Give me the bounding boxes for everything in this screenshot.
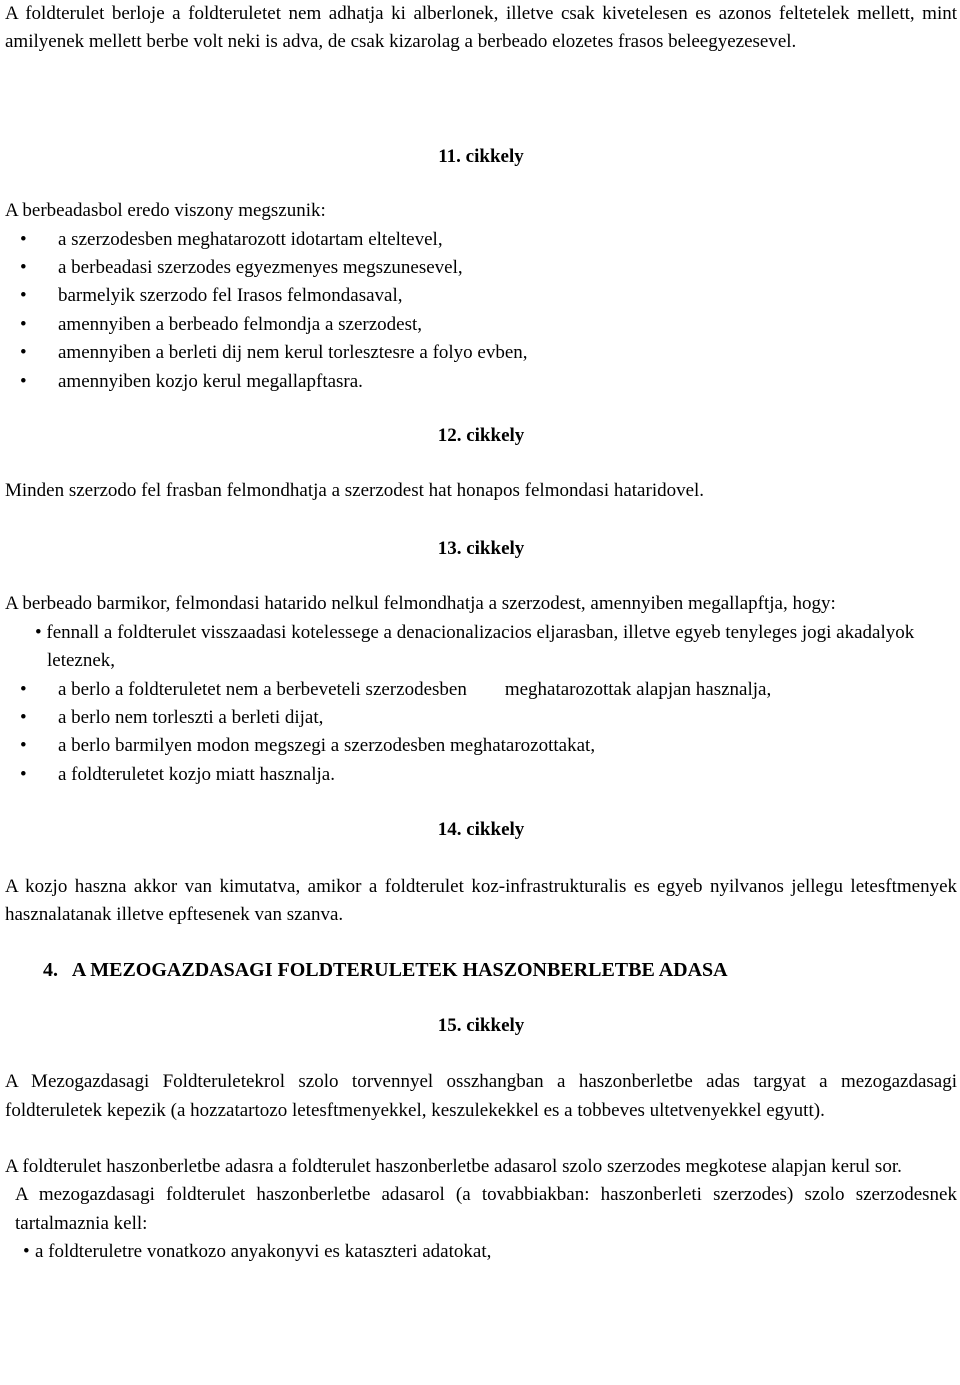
article-12-heading: 12. cikkely <box>437 425 525 447</box>
list-item: • a foldteruletet kozjo miatt hasznalja. <box>5 761 957 789</box>
article-11-list <box>5 226 957 396</box>
bullet-icon: • <box>20 257 27 279</box>
list-item: • amennyiben a berbeado felmondja a szerzodest, <box>5 311 957 339</box>
article-14-text: A kozjo haszna akkor van kimutatva, amikor a foldterulet koz-infrastrukturalis es egyeb nyilvanos jellegu letesftmenyek hasznalatanak illetve epftesenek van szanva. <box>5 875 957 925</box>
list-item: • a berlo barmilyen modon megszegi a szerzodesben meghatarozottakat, <box>5 732 957 760</box>
list-item: • a berbeadasi szerzodes egyezmenyes megszunesevel, <box>5 254 957 282</box>
list-item: • amennyiben a berleti dij nem kerul torlesztesre a folyo evben, <box>5 339 957 367</box>
article-15-paragraph-2: A foldterulet haszonberletbe adasra a foldterulet haszonberletbe adasarol szolo szerzodes megkotese alapjan kerul sor. <box>5 1155 902 1177</box>
bullet-icon: • <box>20 735 27 757</box>
article-15-paragraph-1: A Mezogazdasagi Foldteruletekrol szolo torvennyel osszhangban a haszonberletbe adas targyat a mezogazdasagi foldteruletek kepezik (a hozzatartozo letesftmenyekkel, keszulekekkel es a tobbeves ultetvenyekkel egyutt). <box>5 1071 957 1121</box>
bullet-icon: • <box>20 285 27 307</box>
article-13-lead: A berbeado barmikor, felmondasi hatarido nelkul felmondhatja a szerzodest, amennyiben megallapftja, hogy: <box>5 593 836 615</box>
article-12-text: Minden szerzodo fel frasban felmondhatja a szerzodest hat honapos felmondasi hataridovel. <box>5 480 705 502</box>
section-4-title: 4. A MEZOGAZDASAGI FOLDTERULETEK HASZONBERLETBE ADASA <box>43 959 728 982</box>
bullet-icon: • <box>23 1241 30 1263</box>
list-item: • barmelyik szerzodo fel Irasos felmondasaval, <box>5 282 957 310</box>
article-15-list <box>5 1238 957 1266</box>
list-item: • a berlo nem torleszti a berleti dijat, <box>5 704 957 732</box>
article-15-paragraph-3: A mezogazdasagi foldterulet haszonberletbe adasarol (a tovabbiakban: haszonberleti szerzodes) szolo szerzodesnek tartalmaznia kell: <box>15 1184 957 1234</box>
document-page <box>5 0 957 1267</box>
bullet-icon: • <box>20 706 27 728</box>
article-14-heading: 14. cikkely <box>437 819 525 841</box>
article-11-heading: 11. cikkely <box>438 145 524 167</box>
list-item: • a foldteruletre vonatkozo anyakonyvi es kataszteri adatokat, <box>5 1238 957 1266</box>
article-15-heading: 15. cikkely <box>437 1014 525 1036</box>
bullet-icon: • <box>20 342 27 364</box>
bullet-icon: • <box>20 370 27 392</box>
list-item: • a szerzodesben meghatarozott idotartam elteltevel, <box>5 226 957 254</box>
list-item: • amennyiben kozjo kerul megallapftasra. <box>5 368 957 396</box>
bullet-icon: • <box>20 228 27 250</box>
article-13-list <box>5 619 957 789</box>
article-13-heading: 13. cikkely <box>437 537 525 559</box>
bullet-icon: • <box>20 678 27 700</box>
list-item: • a berlo a foldteruletet nem a berbeveteli szerzodesben meghatarozottak alapjan hasznalja, <box>5 676 957 704</box>
bullet-icon: • <box>20 313 27 335</box>
article-11-lead: A berbeadasbol eredo viszony megszunik: <box>5 200 326 222</box>
bullet-icon: • <box>20 763 27 785</box>
list-item: • fennall a foldterulet visszaadasi kotelessege a denacionalizacios eljarasban, illetve egyeb tenyleges jogi akadalyok leteznek, <box>35 621 915 672</box>
intro-paragraph: A foldterulet berloje a foldteruletet nem adhatja ki alberlonek, illetve csak kivetelesen es azonos feltetelek mellett, mint amilyenek mellett berbe volt neki is adva, de csak kizarolag a berbeado elozetes frasos beleegyezesevel. <box>5 3 957 53</box>
